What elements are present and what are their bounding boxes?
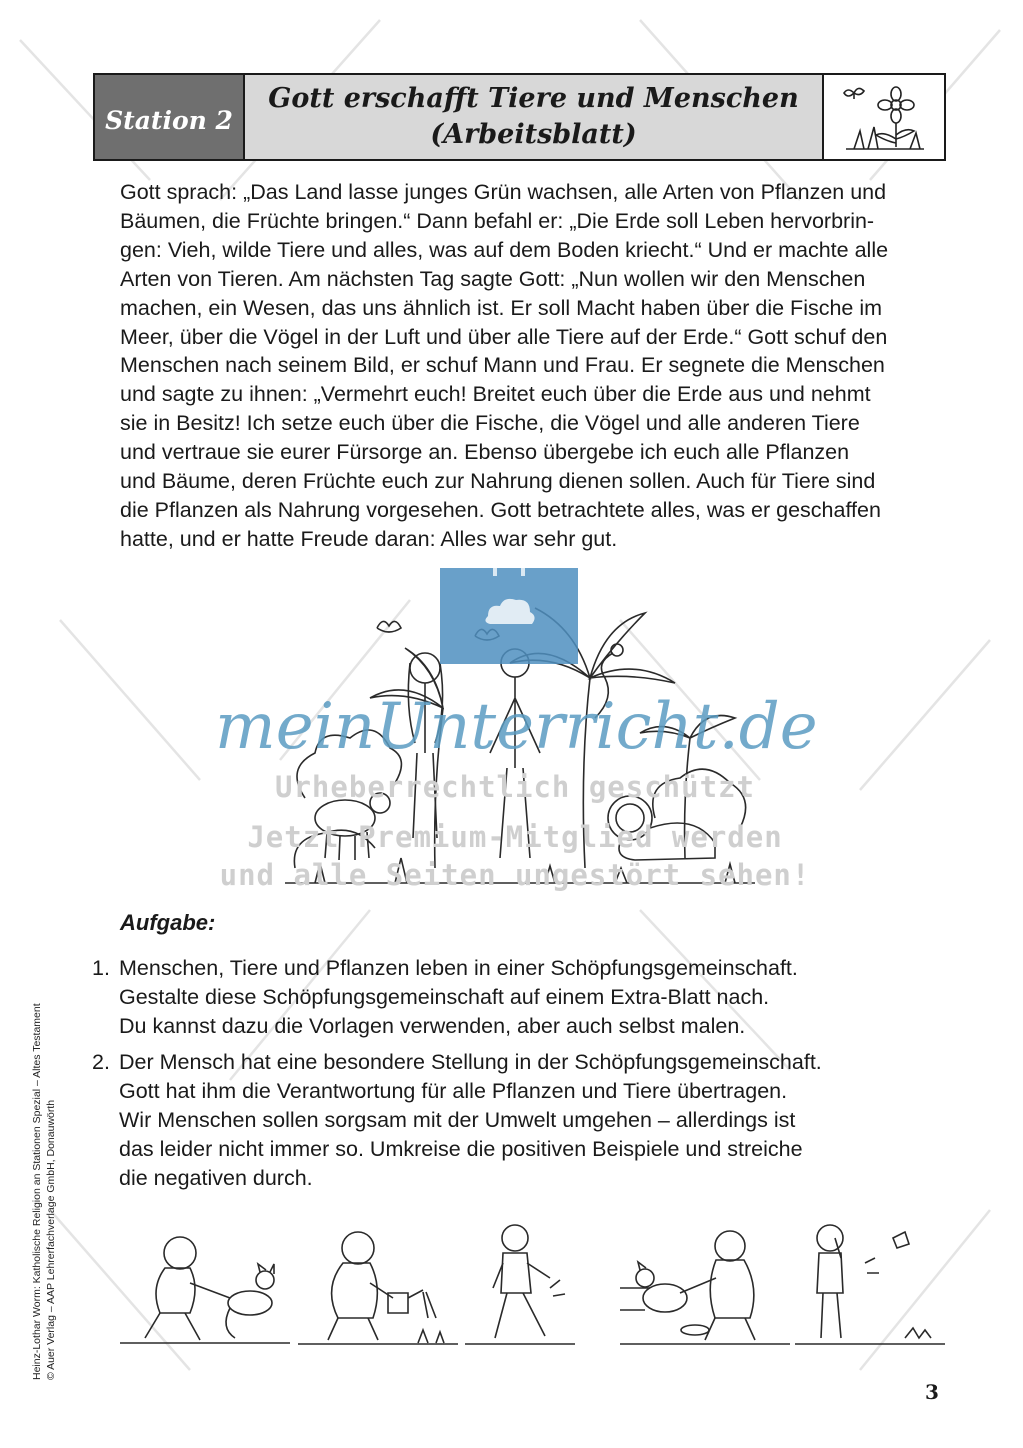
scene-child-watering-plants[interactable] — [298, 1218, 458, 1348]
story-line: und Bäume, deren Früchte euch zur Nahrung dienen sollen. Auch für Tiere sind — [120, 469, 876, 494]
story-line: machen, ein Wesen, das uns ähnlich ist. Er soll Macht haben über die Fische im — [120, 295, 883, 320]
story-line: Meer, über die Vögel in der Luft und über alle Tiere auf der Erde.“ Gott schuf den — [120, 324, 888, 349]
scene-child-feeding-cat[interactable] — [620, 1218, 790, 1348]
station-header — [93, 73, 946, 161]
story-line: gen: Vieh, wilde Tiere und alles, was auf dem Boden kriecht.“ Und er machte alle — [120, 237, 889, 262]
task-item-2 — [92, 1048, 942, 1193]
creation-story-text — [120, 178, 950, 554]
story-line: Gott sprach: „Das Land lasse junges Grün wachsen, alle Arten von Pflanzen und — [120, 180, 887, 204]
title-line-2: (Arbeitsblatt) — [430, 119, 637, 150]
scene-child-petting-cat[interactable] — [120, 1218, 290, 1348]
watermark-brand: meinUnterricht.de — [215, 690, 818, 764]
story-line: hatte, und er hatte Freude daran: Alles war sehr gut. — [120, 526, 618, 551]
story-line: Menschen nach seinem Bild, er schuf Mann und Frau. Er segnete die Menschen — [120, 353, 885, 378]
credit-author: Heinz-Lothar Worm: Katholische Religion an Stationen Spezial – Altes Testament — [31, 1003, 43, 1380]
story-line: und vertraue sie eurer Fürsorge an. Ebenso übergebe ich euch alle Pflanzen — [120, 440, 850, 465]
scene-child-kicking[interactable] — [465, 1218, 575, 1348]
story-line: Bäumen, die Früchte bringen.“ Dann befahl er: „Die Erde soll Leben hervorbrin- — [120, 208, 875, 233]
story-line: Arten von Tieren. Am nächsten Tag sagte Gott: „Nun wollen wir den Menschen — [120, 266, 866, 291]
task-line: Menschen, Tiere und Pflanzen leben in einer Schöpfungsgemeinschaft. — [119, 956, 798, 980]
scene-child-littering[interactable] — [795, 1218, 945, 1348]
watermark-premium: Jetzt Premium-Mitglied werden — [247, 820, 783, 854]
story-line: und sagte zu ihnen: „Vermehrt euch! Breitet euch über die Erde aus und nehmt — [120, 382, 871, 407]
task-line: das leider nicht immer so. Umkreise die positiven Beispiele und streiche — [119, 1136, 803, 1161]
station-label: Station 2 — [95, 75, 245, 159]
worksheet-title — [245, 75, 824, 159]
publisher-credit — [30, 1003, 58, 1380]
task-line: Gestalte diese Schöpfungsgemeinschaft auf einem Extra-Blatt nach. — [119, 984, 770, 1009]
task-number: 2. — [92, 1050, 110, 1074]
task-line: Gott hat ihm die Verantwortung für alle Pflanzen und Tiere übertragen. — [119, 1078, 788, 1103]
title-line-1: Gott erschafft Tiere und Menschen — [268, 83, 799, 114]
watermark-unlock: und alle Seiten ungestört sehen! — [219, 858, 811, 892]
briefcase-logo-icon — [440, 568, 578, 664]
story-line: die Pflanzen als Nahrung vorgesehen. Gott betrachtete alles, was er geschaffen — [120, 497, 881, 522]
task-line: Wir Menschen sollen sorgsam mit der Umwelt umgehen – allerdings ist — [119, 1107, 796, 1132]
task-line: die negativen durch. — [119, 1165, 313, 1190]
task-line: Der Mensch hat eine besondere Stellung in der Schöpfungsgemeinschaft. — [119, 1050, 822, 1074]
story-line: sie in Besitz! Ich setze euch über die Fische, die Vögel und alle anderen Tiere — [120, 411, 860, 436]
task-line: Du kannst dazu die Vorlagen verwenden, aber auch selbst malen. — [119, 1013, 746, 1038]
page-number: 3 — [925, 1380, 939, 1404]
task-item-1 — [92, 954, 942, 1041]
credit-publisher: © Auer Verlag – AAP Lehrerfachverlage GmbH, Donauwörth — [45, 1099, 57, 1380]
watermark-copyright: Urheberrechtlich geschützt — [275, 770, 755, 804]
flower-icon — [824, 75, 944, 159]
task-heading: Aufgabe: — [120, 910, 216, 935]
task-number: 1. — [92, 956, 110, 980]
